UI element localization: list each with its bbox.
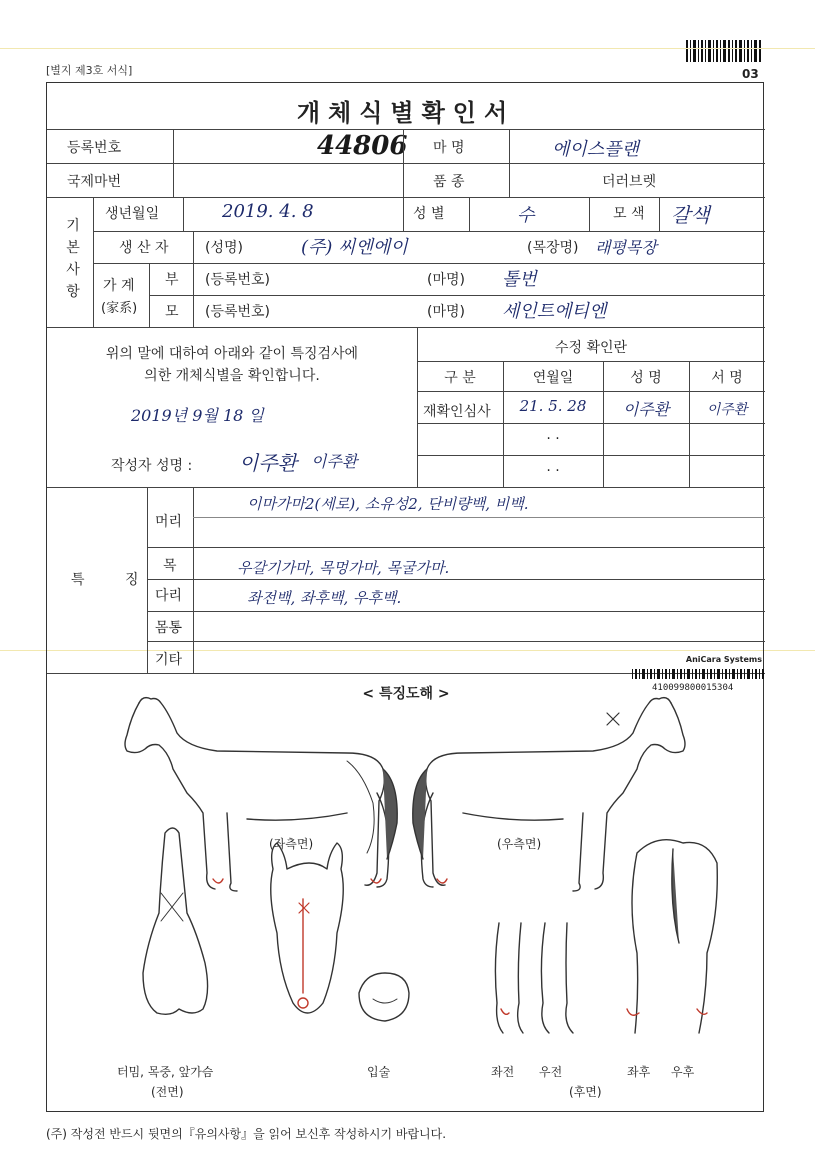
sex-value: 수 xyxy=(517,205,535,226)
horse-rear xyxy=(627,840,717,1033)
dam-name-label: (마명) xyxy=(427,304,465,320)
horse-neck-front xyxy=(143,828,208,1014)
form-title: 개체식별확인서 xyxy=(296,99,516,127)
confirm-text-1: 위의 말에 대하여 아래와 같이 특징검사에 xyxy=(105,346,359,362)
mouth-caption: 입술 xyxy=(367,1065,391,1079)
family-label-hanja: (家系) xyxy=(101,301,138,316)
writer-signature: 이주환 xyxy=(311,452,358,471)
barcode-number: 410099800015304 xyxy=(652,683,734,693)
form-code: [별지 제3호 서식] xyxy=(46,64,133,77)
confirm-text-2: 의한 개체식별을 확인합니다. xyxy=(144,368,320,384)
horse-left-side xyxy=(125,698,397,891)
features-section-label: 특 징 xyxy=(71,572,157,588)
revision-title: 수정 확인란 xyxy=(554,340,628,356)
confirm-date: 2019년 9월 18 일 xyxy=(131,406,264,425)
writer-name: 이주환 xyxy=(239,451,297,475)
revision-row-kind: 재확인심사 xyxy=(423,404,491,420)
birth-label: 생년월일 xyxy=(105,206,160,222)
neck-value: 우갈기가마, 목멍가마, 목굴가마. xyxy=(237,559,450,577)
color-value: 갈색 xyxy=(671,203,710,227)
revision-header-date: 연월일 xyxy=(532,370,574,386)
footnote: (주) 작성전 반드시 뒷면의『유의사항』을 읽어 보신후 작성하시기 바랍니다. xyxy=(46,1127,447,1141)
barcode-bars xyxy=(628,669,766,679)
horse-name-value: 에이스플랜 xyxy=(552,139,639,160)
horse-muzzle xyxy=(359,973,409,1021)
revision-header-sign: 서 명 xyxy=(711,370,743,386)
horse-name-label: 마 명 xyxy=(433,140,465,156)
right-side-caption: (우측면) xyxy=(497,837,542,851)
intl-no-label: 국제마번 xyxy=(67,174,122,190)
horse-diagram xyxy=(47,673,763,1109)
top-barcode xyxy=(686,40,762,62)
dam-label: 모 xyxy=(165,304,179,320)
revision-row-name: 이주환 xyxy=(622,400,670,419)
scan-line xyxy=(0,48,815,49)
horse-forelegs xyxy=(495,923,573,1033)
left-side-caption: (좌측면) xyxy=(269,837,314,851)
revision-header-name: 성 명 xyxy=(630,370,662,386)
revision-row-date: . . xyxy=(546,459,560,475)
revision-row-sign: 이주환 xyxy=(706,402,748,418)
writer-label: 작성자 성명 : xyxy=(111,458,193,474)
form-sheet xyxy=(46,82,764,1112)
dam-reg-label: (등록번호) xyxy=(205,304,271,320)
revision-row-date: . . xyxy=(546,427,560,443)
birth-value: 2019. 4. 8 xyxy=(222,201,314,222)
front-caption: 터밈, 목중, 앞가슴 xyxy=(117,1065,214,1079)
head-label: 머리 xyxy=(155,514,183,530)
breed-value: 더러브렛 xyxy=(602,174,657,190)
breeder-name-label: (성명) xyxy=(205,240,243,256)
head-value: 이마가마2(세로), 소유성2, 단비량백, 비백. xyxy=(247,495,529,513)
anicara-barcode-sticker xyxy=(628,655,768,693)
left-fore-caption: 좌전 xyxy=(491,1065,515,1079)
horse-head-front xyxy=(271,843,344,1013)
revision-header-kind: 구 분 xyxy=(444,370,476,386)
legs-label: 다리 xyxy=(155,588,183,604)
page-number: 03 xyxy=(742,67,759,81)
sire-reg-label: (등록번호) xyxy=(205,272,271,288)
barcode-brand: AniCara Systems xyxy=(685,655,762,664)
breeder-name-value: (주) 씨엔에이 xyxy=(301,237,408,258)
sire-label: 부 xyxy=(165,272,179,288)
legs-value: 좌전백, 좌후백, 우후백. xyxy=(247,589,402,607)
sex-label: 성 별 xyxy=(413,206,445,222)
reg-no-label: 등록번호 xyxy=(67,140,122,156)
sire-name-label: (마명) xyxy=(427,272,465,288)
sire-name-value: 톨번 xyxy=(502,269,537,290)
right-hind-caption: 우후 xyxy=(671,1065,695,1079)
reg-no-value: 44806 xyxy=(317,131,408,161)
horse-right-side xyxy=(413,698,685,891)
farm-label: (목장명) xyxy=(527,240,579,256)
rear-view-caption: (후면) xyxy=(569,1085,602,1099)
body-label: 몸통 xyxy=(155,620,183,636)
farm-value: 래평목장 xyxy=(595,238,657,257)
revision-row-date: 21. 5. 28 xyxy=(519,397,587,415)
right-fore-caption: 우전 xyxy=(539,1065,563,1079)
breed-label: 품 종 xyxy=(433,174,465,190)
color-label: 모 색 xyxy=(613,206,645,222)
basic-section-label: 기 본 사 항 xyxy=(66,218,80,300)
front-view-caption: (전면) xyxy=(151,1085,184,1099)
family-label: 가 계 xyxy=(103,278,135,294)
left-hind-caption: 좌후 xyxy=(627,1065,651,1079)
dam-name-value: 세인트에티엔 xyxy=(502,301,607,322)
breeder-label: 생 산 자 xyxy=(119,240,169,256)
diagram-title: < 특징도해 > xyxy=(362,686,450,702)
neck-label: 목 xyxy=(163,558,177,574)
other-label: 기타 xyxy=(155,652,183,668)
